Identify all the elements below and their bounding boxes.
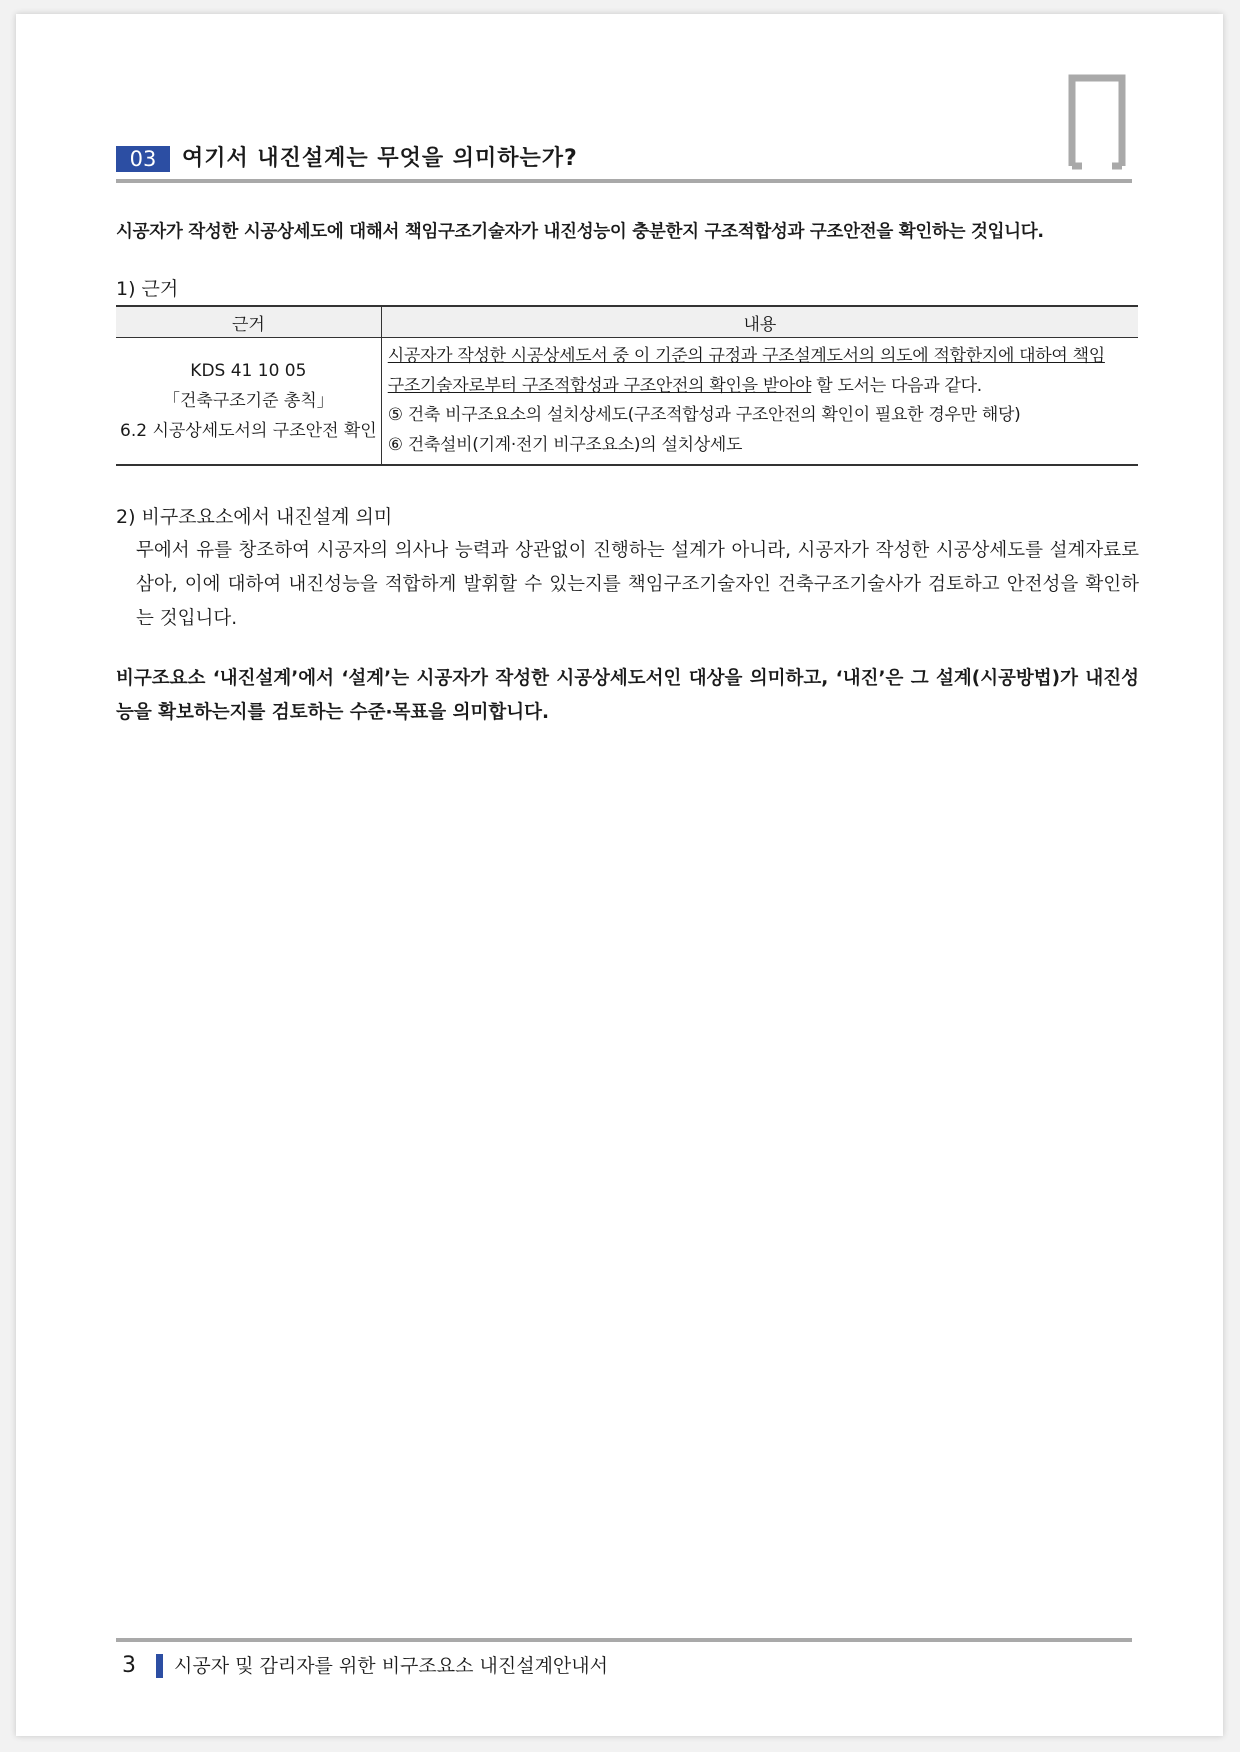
standard-clause: 6.2 시공상세도서의 구조안전 확인 <box>120 421 377 441</box>
section-title: 여기서 내진설계는 무엇을 의미하는가? <box>182 146 578 171</box>
standard-code: KDS 41 10 05 <box>190 361 307 381</box>
page-number: 3 <box>122 1653 136 1678</box>
column-header-basis: 근거 <box>116 306 381 338</box>
content-line-1: 시공자가 작성한 시공상세도서 중 이 기준의 규정과 구조설계도서의 의도에 적합한지에 대하여 책임 <box>387 346 1105 366</box>
basis-content-cell <box>381 338 1138 466</box>
meaning-paragraph: 무에서 유를 창조하여 시공자의 의사나 능력과 상관없이 진행하는 설계가 아니라, 시공자가 작성한 시공상세도를 설계자료로 삼아, 이에 대하여 내진성능을 적합하게 발휘할 수 있는지를 책임구조기술자인 건축구조기술사가 검토하고 안전성을 확인하는 것입니다. <box>136 540 1139 629</box>
lead-statement: 시공자가 작성한 시공상세도에 대해서 책임구조기술자가 내진성능이 충분한지 구조적합성과 구조안전을 확인하는 것입니다. <box>116 222 1044 242</box>
table-row <box>116 338 1138 466</box>
footer-document-title: 시공자 및 감리자를 위한 비구조요소 내진설계안내서 <box>174 1655 608 1677</box>
basis-heading: 1) 근거 <box>116 278 179 300</box>
basis-table <box>116 305 1138 466</box>
section-divider <box>116 179 1132 183</box>
footer-accent-bar <box>156 1654 163 1678</box>
content-line-2 <box>388 372 1132 402</box>
content-item-5: ⑤ 건축 비구조요소의 설치상세도(구조적합성과 구조안전의 확인이 필요한 경우만 해당) <box>387 405 1021 425</box>
content-line-2-underlined: 구조기술자로부터 구조적합성과 구조안전의 확인을 받아야 <box>387 375 812 396</box>
section-header <box>116 144 1132 184</box>
standard-name: 「건축구조기준 총칙」 <box>162 391 334 411</box>
footer-divider <box>116 1638 1132 1642</box>
document-page <box>16 14 1223 1736</box>
section-number-badge: 03 <box>116 146 170 172</box>
basis-source-cell <box>116 338 381 466</box>
meaning-heading: 2) 비구조요소에서 내진설계 의미 <box>116 506 393 528</box>
content-line-2-rest: 할 도서는 다음과 같다. <box>811 375 982 396</box>
column-header-content: 내용 <box>381 306 1138 338</box>
content-item-6: ⑥ 건축설비(기계·전기 비구조요소)의 설치상세도 <box>387 434 743 455</box>
conclusion-statement: 비구조요소 ‘내진설계’에서 ‘설계’는 시공자가 작성한 시공상세도서인 대상을 의미하고, ‘내진’은 그 설계(시공방법)가 내진성능을 확보하는지를 검토하는 수준·목표을 의미합니다. <box>116 668 1139 723</box>
table-header-row <box>116 306 1138 338</box>
